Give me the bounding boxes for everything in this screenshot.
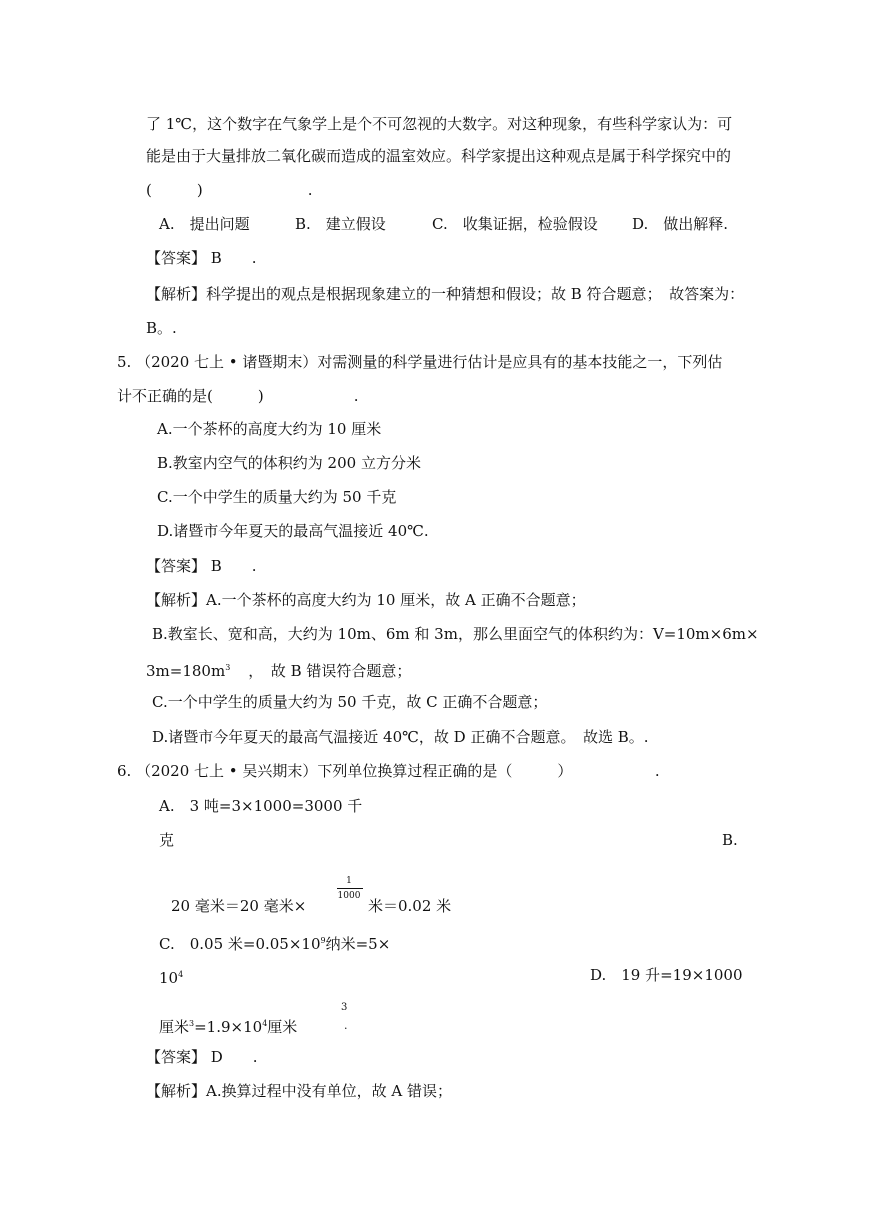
q6-option-d-dot: . <box>344 1019 348 1032</box>
q6-stem: 6. （2020 七上 • 吴兴期末）下列单位换算过程正确的是（ ） . <box>117 762 660 780</box>
q5-stem-line-1: 5. （2020 七上 • 诸暨期末）对需测量的科学量进行估计是应具有的基本技能之一，下列估 <box>117 353 723 371</box>
q5-analysis-b-line-2 <box>146 658 411 681</box>
q6-option-d-unit-2: 厘米 <box>267 1018 298 1036</box>
q6-option-c-line-1 <box>159 931 390 954</box>
q6-option-a-line-2: 克 <box>159 831 175 849</box>
q6-fraction-numerator: 1 <box>346 876 352 886</box>
q5-option-a: A.一个茶杯的高度大约为 10 厘米 <box>157 420 382 438</box>
q5-analysis-d: D.诸暨市今年夏天的最高气温接近 40℃，故 D 正确不合题意。 故选 B。. <box>152 728 649 746</box>
q5-option-c: C.一个中学生的质量大约为 50 千克 <box>157 488 397 506</box>
q5-analysis-c: C.一个中学生的质量大约为 50 千克，故 C 正确不合题意； <box>152 693 548 711</box>
q6-option-d-unit-exponent: 3 <box>189 1019 195 1028</box>
q6-analysis-a: 【解析】A.换算过程中没有单位，故 A 错误； <box>146 1082 452 1100</box>
q6-option-c-expression: C. 0.05 米=0.05×10 <box>159 935 321 953</box>
q6-option-d-line-1: D. 19 升=19×1000 <box>590 966 743 984</box>
q5-option-d: D.诸暨市今年夏天的最高气温接近 40℃. <box>157 522 429 540</box>
q6-option-d-line-2 <box>159 1014 297 1037</box>
q6-option-d-value: =1.9×10 <box>194 1018 263 1036</box>
q4-answer-blank: ( ) . <box>146 181 313 199</box>
q6-option-b-post: 米＝0.02 米 <box>368 897 452 915</box>
q6-option-c-result: 纳米=5× <box>325 935 391 953</box>
q6-option-c-line-2 <box>159 965 183 988</box>
q5-analysis-b-volume: 3m=180m <box>146 662 226 680</box>
q5-analysis-a: 【解析】A.一个茶杯的高度大约为 10 厘米，故 A 正确不合题意； <box>146 591 586 609</box>
q4-option-d: D. 做出解释. <box>632 215 729 233</box>
q6-option-b-pre: 20 毫米＝20 毫米× <box>171 897 307 915</box>
q6-option-d-floating-exponent: 3 <box>341 1002 348 1013</box>
q4-option-a: A. 提出问题 <box>159 215 250 233</box>
q5-option-b: B.教室内空气的体积约为 200 立方分米 <box>157 454 421 472</box>
q5-analysis-b-exponent: 3 <box>225 663 231 672</box>
q6-option-c-exponent: 9 <box>320 936 326 945</box>
q5-analysis-b-conclusion: ， 故 B 错误符合题意； <box>248 662 412 680</box>
q4-option-b: B. 建立假设 <box>295 215 386 233</box>
q6-fraction-denominator: 1000 <box>337 891 361 901</box>
q5-stem-line-2: 计不正确的是( ) . <box>117 387 359 405</box>
q6-option-c-base: 10 <box>159 969 179 987</box>
q6-answer: 【答案】 D . <box>146 1048 258 1066</box>
q6-fraction-bar <box>337 888 363 889</box>
q4-analysis-line-2: B。. <box>146 319 177 337</box>
q6-option-d-unit: 厘米 <box>159 1018 190 1036</box>
q5-answer: 【答案】 B . <box>146 557 257 575</box>
q4-stem-line-2: 能是由于大量排放二氧化碳而造成的温室效应。科学家提出这种观点是属于科学探究中的 <box>146 147 732 165</box>
q6-option-b-label: B. <box>722 831 738 849</box>
q4-answer: 【答案】 B . <box>146 249 257 267</box>
q6-option-a-line-1: A. 3 吨=3×1000=3000 千 <box>159 797 363 815</box>
q4-option-c: C. 收集证据，检验假设 <box>432 215 598 233</box>
q5-analysis-b-line-1: B.教室长、宽和高，大约为 10m、6m 和 3m，那么里面空气的体积约为：V=10m×6m× <box>152 625 759 643</box>
q6-option-d-value-exponent: 4 <box>262 1019 268 1028</box>
q4-analysis-line-1: 【解析】科学提出的观点是根据现象建立的一种猜想和假设；故 B 符合题意； 故答案为： <box>146 285 745 303</box>
q4-stem-line-1: 了 1℃，这个数字在气象学上是个不可忽视的大数字。对这种现象，有些科学家认为：可 <box>146 115 733 133</box>
q6-option-c-base-exponent: 4 <box>178 970 184 979</box>
